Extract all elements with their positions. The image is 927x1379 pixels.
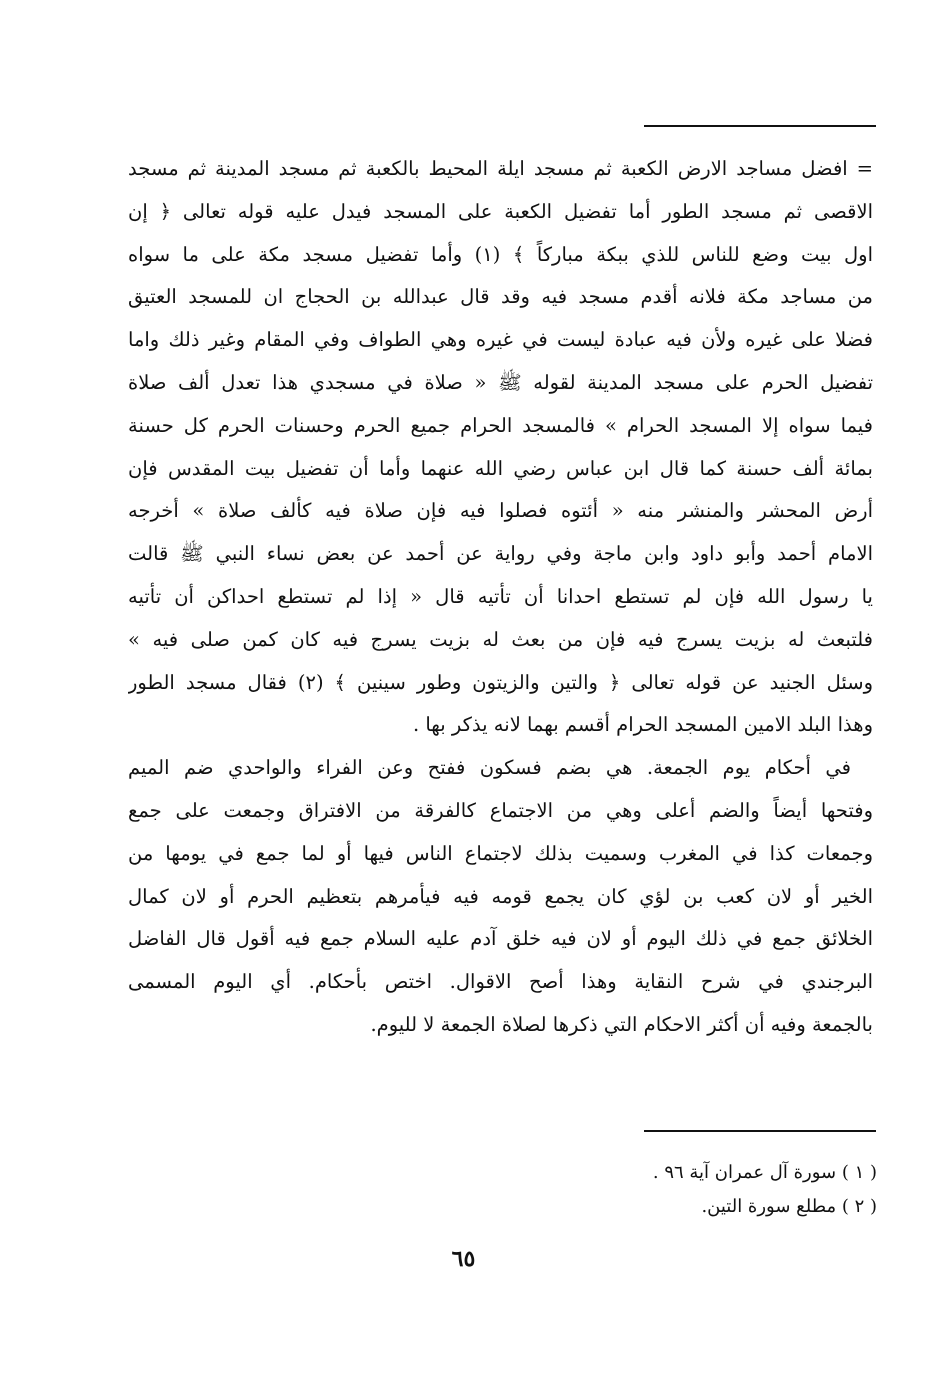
body-text	[128, 148, 873, 1047]
footnote-divider	[644, 1130, 876, 1132]
text-line: تفضيل الحرم على مسجد المدينة لقوله ﷺ « صلاة في مسجدي هذا تعدل ألف صلاة	[128, 370, 873, 394]
paragraph-line: في أحكام يوم الجمعة. هي بضم فسكون ففتح وعن الفراء والواحدي ضم الميم	[128, 756, 851, 780]
paragraph-line: وجمعات كذا في المغرب وسميت بذلك لاجتماع الناس فيها أو لما جمع في يومها من	[128, 841, 873, 865]
text-line: بمائة ألف حسنة كما قال ابن عباس رضي الله عنهما وأما أن تفضيل بيت المقدس فإن	[128, 456, 873, 480]
footnotes	[377, 1156, 877, 1224]
footnote: ( ٢ ) مطلع سورة التين.	[701, 1196, 877, 1217]
text-line: وهذا البلد الامين المسجد الحرام أقسم بهما لانه يذكر بها .	[412, 713, 873, 737]
text-line: وسئل الجنيد عن قوله تعالى ﴿ والتين والزيتون وطور سينين ﴾ (٢) فقال مسجد الطور	[128, 670, 873, 694]
footnote: ( ١ ) سورة آل عمران آية ٩٦ .	[652, 1162, 877, 1183]
text-line: من مساجد مكة فلانه أقدم مسجد فيه وقد قال عبدالله بن الحجاج ان للمسجد العتيق	[128, 285, 873, 309]
page-number: ٦٥	[451, 1246, 476, 1272]
paragraph-line: الخير أو لان كعب بن لؤي كان يجمع قومه فيه فيأمرهم بتعظيم الحرم أو لان كمال	[128, 884, 873, 908]
text-line: الاقصى ثم مسجد الطور أما تفضيل الكعبة على المسجد فيدل عليه قوله تعالى ﴿ إن	[128, 199, 873, 223]
text-line: أرض المحشر والمنشر منه « أئتوه فصلوا فيه فإن صلاة فيه كألف صلاة » أخرجه	[128, 499, 873, 523]
paragraph-line: وفتحها أيضاً والضم أعلى وهي من الاجتماع كالفرقة من الافتراق وجمعت على جمع	[128, 798, 873, 822]
text-line: الامام أحمد وأبو داود وابن ماجة وفي رواية عن أحمد عن بعض نساء النبي ﷺ قالت	[128, 542, 873, 566]
text-line: = افضل مساجد الارض الكعبة ثم مسجد ايلة المحيط بالكعبة ثم مسجد المدينة ثم مسجد	[128, 157, 873, 180]
text-line: اول بيت وضع للناس للذي ببكة مباركاً ﴾ (١) وأما تفضيل مسجد مكة على ما سواه	[128, 242, 873, 266]
top-divider	[644, 125, 876, 127]
text-line: يا رسول الله فإن لم تستطع احدانا أن تأتيه قال « إذا لم تستطع احداكن أن تأتيه	[128, 584, 873, 608]
paragraph-line: الخلائق جمع في ذلك اليوم أو لان فيه خلق آدم عليه السلام جمع فيه أقول قال الفاضل	[128, 927, 873, 951]
paragraph-line: بالجمعة وفيه أن أكثر الاحكام التي ذكرها لصلاة الجمعة لا لليوم.	[370, 1012, 873, 1036]
text-line: فلتبعث له بزيت يسرج فيه فإن من بعث له بزيت يسرج فيه كان كمن صلى فيه »	[128, 627, 873, 651]
text-line: فضلا على غيره ولأن فيه عبادة ليست في غيره وهي الطواف وفي المقام وغير ذلك واما	[128, 328, 873, 352]
paragraph-line: البرجندي في شرح النقاية وهذا أصح الاقوال. اختص بأحكام. أي اليوم المسمى	[128, 970, 873, 994]
text-line: فيما سواه إلا المسجد الحرام » فالمسجد الحرام جميع الحرم وحسنات الحرم كل حسنة	[128, 413, 873, 437]
